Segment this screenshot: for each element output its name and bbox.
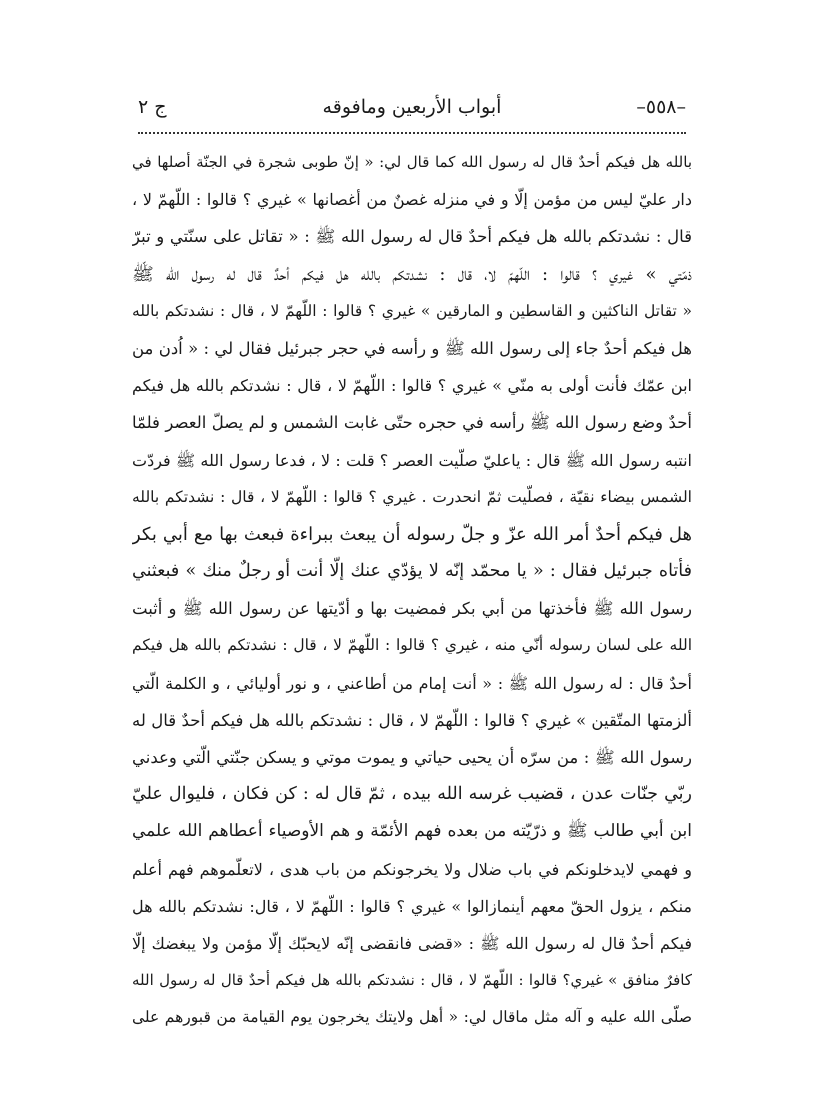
text-line: أحدٌ قال : له رسول الله ﷺ : « أنت إمام من أطاعني ، و نور أوليائي ، و الكلمة الّتي — [132, 673, 692, 693]
text-line: الله على لسان رسوله أنّي منه ، غيري ؟ قالوا : اللّهمّ لا ، قال : نشدتكم بالله هل فيكم — [132, 636, 692, 655]
text-line: ابن أبي طالب ﷺ و ذرّيّته من بعده فهم الأئمّة و هم الأوصياء أعطاهم الله علمي — [132, 821, 692, 842]
text-line: كافرٌ منافق » غيري؟ قالوا : اللّهمّ لا ، قال : نشدتكم بالله هل فيكم أحدٌ قال له رسول الله — [132, 971, 692, 990]
text-line: ألزمتها المتّقين » غيري ؟ قالوا : اللّهمّ لا ، قال : نشدتكم بالله هل فيكم أحدٌ قال له — [132, 710, 692, 730]
body-text — [132, 144, 692, 1037]
text-line: صلّى الله عليه و آله مثل ماقال لي: « أهل ولايتك يخرجون يوم القيامة من قبورهم على — [132, 1008, 692, 1027]
text-line: الشمس بيضاء نقيّة ، فصلّيت ثمّ انحدرت . غيري ؟ قالوا : اللّهمّ لا ، قال : نشدتكم بالله — [132, 487, 692, 506]
text-line: قال : نشدتكم بالله هل فيكم أحدٌ قال له رسول الله ﷺ : « تقاتل على سنّتي و تبرّ — [132, 227, 692, 247]
text-line: ذمّتي » غيري ؟ قالوا : اللّهمّ لا، قال : نشدتكم بالله هل فيكم أحدٌ قال له رسول الله ﷺ — [132, 263, 692, 285]
running-title: أبواب الأربعين ومافوقه — [322, 96, 502, 118]
text-line: هل فيكم أحدٌ جاء إلى رسول الله ﷺ و رأسه في حجر جبرئيل فقال لي : « اُدن من — [132, 338, 692, 358]
text-line: أحدٌ وضع رسول الله ﷺ رأسه في حجره حتّى غابت الشمس و لم يصلّ العصر فلمّا — [132, 413, 692, 433]
text-line: هل فيكم أحدٌ أمر الله عزّ و جلّ رسوله أن يبعث ببراءة فبعث بها مع أبي بكر — [132, 523, 692, 545]
text-line: ابن عمّك فأنت أولى به منّي » غيري ؟ قالوا : اللّهمّ لا ، قال : نشدتكم بالله هل فيكم — [132, 376, 692, 396]
volume-label: ج ٢ — [138, 96, 167, 118]
text-line: منكم ، يزول الحقّ معهم أينمازالوا » غيري ؟ قالوا : اللّهمّ لا ، قال: نشدتكم بالله هل — [132, 896, 692, 916]
text-line: « تقاتل الناكثين و القاسطين و المارقين » غيري ؟ قالوا : اللّهمّ لا ، قال : نشدتكم بالله — [132, 301, 692, 320]
text-line: دار عليّ ليس من مؤمن إلّا و في منزله غصنٌ من أغصانها » غيري ؟ قالوا : اللّهمّ لا ، — [132, 190, 692, 210]
text-line: و فهمي لايدخلونكم في باب ضلال ولا يخرجونكم من باب هدى ، لاتعلّموهم فهم أعلم — [132, 859, 692, 879]
text-line: فيكم أحدٌ قال له رسول الله ﷺ : «قضى فانقضى إنّه لايحبّك إلّا مؤمن ولا يبغضك إلّا — [132, 933, 692, 953]
text-line: ربّي جنّات عدن ، قضيب غرسه الله بيده ، ثمّ قال له : كن فكان ، فليوال عليّ — [132, 784, 692, 805]
header-divider — [138, 132, 686, 134]
text-line: فأتاه جبرئيل فقال : « يا محمّد إنّه لا يؤدّي عنك إلّا أنت أو رجلٌ منك » فبعثني — [132, 561, 692, 582]
text-line: انتبه رسول الله ﷺ قال : ياعليّ صلّيت العصر ؟ قلت : لا ، فدعا رسول الله ﷺ فردّت — [132, 450, 692, 470]
page-number: –٥٥٨– — [636, 96, 686, 118]
text-line: بالله هل فيكم أحدٌ قال له رسول الله كما قال لي: « إنّ طوبى شجرة في الجنّة أصلها في — [132, 153, 692, 171]
text-line: رسول الله ﷺ فأخذتها من أبي بكر فمضيت بها و أدّيتها عن رسول الله ﷺ و أثبت — [132, 599, 692, 619]
text-line: رسول الله ﷺ : من سرّه أن يحيى حياتي و يموت موتي و يسكن جنّتي الّتي وعدني — [132, 748, 692, 767]
page-header — [138, 92, 686, 122]
